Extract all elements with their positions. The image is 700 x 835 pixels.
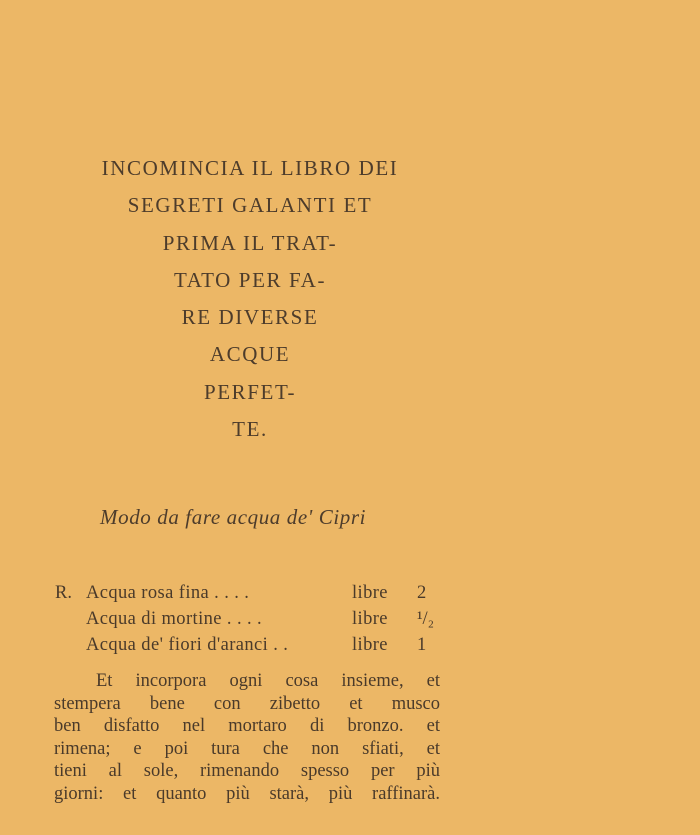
recipe-prefix: R. xyxy=(55,583,72,603)
ingredient-row xyxy=(55,580,435,606)
ingredient-unit: libre xyxy=(352,609,388,629)
chapter-heading xyxy=(0,150,500,448)
instruction-line: stempera bene con zibetto et musco xyxy=(54,693,440,714)
instruction-line: Et incorpora ogni cosa insieme, et xyxy=(96,671,440,691)
heading-line: PERFET- xyxy=(203,379,297,404)
ingredient-quantity: ¹/₂ xyxy=(417,609,435,629)
ingredient-row xyxy=(55,606,435,632)
ingredient-name: Acqua di mortine . . . . xyxy=(86,609,263,629)
ingredient-name: Acqua rosa fina . . . . xyxy=(86,583,250,603)
ingredient-quantity: 1 xyxy=(417,635,427,655)
instruction-line: giorni: et quanto più starà, più raffinarà. xyxy=(54,783,440,804)
ingredient-name: Acqua de' fiori d'aranci . . xyxy=(86,635,289,655)
instruction-line: ben disfatto nel mortaro di bronzo. et xyxy=(54,716,440,737)
heading-line: INCOMINCIA IL LIBRO DEI xyxy=(101,156,399,180)
ingredient-row xyxy=(55,632,435,658)
ingredient-quantity: 2 xyxy=(417,583,427,603)
heading-line: ACQUE xyxy=(209,342,291,367)
instruction-line: rimena; e poi tura che non sfiati, et xyxy=(54,738,440,759)
heading-line: PRIMA IL TRAT- xyxy=(162,230,338,255)
recipe-title: Modo da fare acqua de' Cipri xyxy=(100,505,367,529)
ingredient-list xyxy=(55,580,435,658)
heading-line: RE DIVERSE xyxy=(181,305,319,330)
instruction-line: tieni al sole, rimenando spesso per più xyxy=(54,761,440,782)
ingredient-unit: libre xyxy=(352,583,388,603)
recipe-instructions xyxy=(54,670,440,806)
ingredient-unit: libre xyxy=(352,635,388,655)
heading-line: TATO PER FA- xyxy=(173,267,327,292)
heading-line: SEGRETI GALANTI ET xyxy=(127,193,373,218)
heading-line: TE. xyxy=(232,417,268,442)
